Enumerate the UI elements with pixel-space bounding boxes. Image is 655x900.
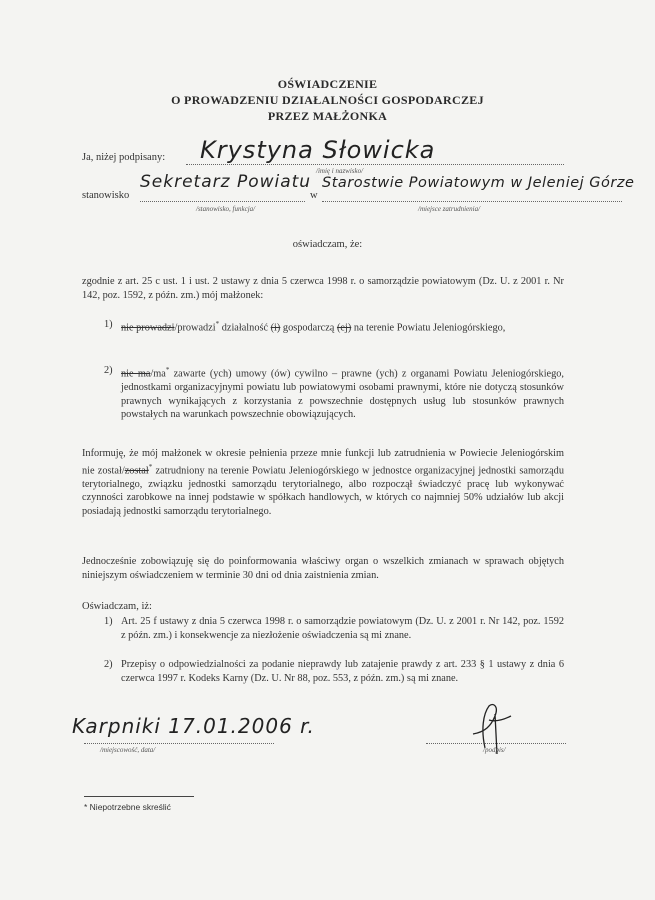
footnote-rule	[84, 796, 194, 797]
name-caption: /imię i nazwisko/	[316, 167, 364, 175]
inform-part-2: zatrudniony na terenie Powiatu Jeleniogórskiego w jednostce organizacyjnej jednostki samorządu terytorialnego, związku jednostki samorządu terytorialnego, albo rozpoczął świadczyć pracę lub wykonywać czynności zarobkowe na innej podstawie w spółkach handlowych, w których co najmniej 50% udziałów lub akcji posiadają jednostki samorządu terytorialnego.	[82, 465, 564, 517]
title-line-2: O PROWADZENIU DZIAŁALNOŚCI GOSPODARCZEJ	[171, 93, 484, 107]
footnote: * Niepotrzebne skreślić	[84, 802, 171, 812]
item-1-mark: *	[215, 320, 220, 328]
declare-heading: oświadczam, że:	[292, 239, 363, 250]
declare2-heading: Oświadczam, iż:	[82, 601, 152, 612]
item-1-text-c: gospodarczą	[280, 322, 337, 334]
place-date-handwritten: Karpniki 17.01.2006 r.	[72, 714, 315, 738]
declare2-item-1	[104, 615, 564, 642]
place-date-caption: /miejscowość, data/	[100, 746, 156, 754]
list-item-1	[104, 318, 564, 335]
employer-dotted-line	[322, 201, 622, 202]
inform-struck: został	[124, 465, 149, 477]
item-1-struck-c: (ej)	[336, 322, 352, 334]
position-handwritten: Sekretarz Powiatu	[140, 172, 312, 192]
item-2-text: zawarte (ych) umowy (ów) cywilno – prawne (ych) z organami Powiatu Jeleniogórskiego, jednostkami organizacyjnymi powiatu lub powiatowymi osobami prawnymi, które nie dotyczą stosunków prawnych wynikających z korzystania z powszechnie dostępnych usług lub stosunków prawnych powstałych na warunkach powszechnie obowiązujących.	[121, 368, 564, 421]
signature-caption: /podpis/	[483, 746, 506, 754]
name-handwritten: Krystyna Słowicka	[200, 136, 436, 164]
item-1-after-a: /prowadzi	[174, 322, 216, 334]
declare2-item-1-number: 1)	[104, 616, 113, 627]
declarant-intro: Ja, niżej podpisany:	[82, 152, 166, 163]
position-label: stanowisko	[82, 190, 130, 201]
declare2-item-2-number: 2)	[104, 659, 113, 670]
legal-basis-paragraph: zgodnie z art. 25 c ust. 1 i ust. 2 ustawy z dnia 5 czerwca 1998 r. o samorządzie powiatowym (Dz. U. z 2001 r. Nr 142, poz. 1592, z późn. zm.) mój małżonek:	[82, 276, 564, 301]
obligation-paragraph: Jednocześnie zobowiązuję się do poinformowania właściwy organ o wszelkich zmianach w sprawach objętych niniejszym oświadczeniem w terminie 30 dni od dnia zaistnienia zmian.	[82, 556, 564, 581]
item-1-text-d: na terenie Powiatu Jeleniogórskiego,	[351, 322, 506, 334]
employer-caption: /miejsce zatrudnienia/	[418, 205, 481, 213]
w-label: w	[310, 190, 318, 201]
declare2-item-2-text: Przepisy o odpowiedzialności za podanie nieprawdy lub zatajenie prawdy z art. 233 § 1 ustawy z dnia 6 czerwca 1997 r. Kodeks Karny (Dz. U. Nr 88, poz. 553, z późn. zm.) są mi znane.	[121, 659, 564, 684]
title-line-1: OŚWIADCZENIE	[277, 77, 378, 91]
item-2-after-a: /ma	[150, 368, 166, 380]
item-2-mark: *	[165, 366, 170, 374]
position-dotted-line	[140, 201, 305, 202]
declare2-item-1-text: Art. 25 f ustawy z dnia 5 czerwca 1998 r. o samorządzie powiatowym (Dz. U. z 2001 r. Nr 142, poz. 1592 z późn. zm.) i konsekwencje za niezłożenie oświadczenia są mi znane.	[121, 616, 564, 641]
inform-mark: *	[148, 462, 153, 471]
inform-paragraph	[82, 447, 564, 518]
item-2-struck-a: nie ma	[121, 368, 151, 380]
declare2-item-2	[104, 658, 564, 685]
employer-handwritten: Starostwie Powiatowym w Jeleniej Górze	[322, 175, 635, 191]
item-2-number: 2)	[104, 365, 113, 376]
item-1-number: 1)	[104, 319, 113, 330]
item-1-text-b: działalność	[219, 322, 271, 334]
title-line-3: PRZEZ MAŁŻONKA	[267, 109, 388, 123]
signature-dotted-line	[426, 743, 566, 744]
item-1-struck-b: (i)	[270, 322, 281, 334]
list-item-2	[104, 364, 564, 422]
place-date-dotted-line	[84, 743, 274, 744]
item-1-struck-a: nie prowadzi	[121, 322, 175, 334]
name-dotted-line	[186, 164, 564, 165]
position-caption: /stanowisko, funkcja/	[196, 205, 256, 213]
inform-part-1: Informuję, że mój małżonek w okresie pełnienia przeze mnie funkcji lub zatrudnienia w Powiecie Jeleniogórskim nie został/	[82, 448, 564, 477]
